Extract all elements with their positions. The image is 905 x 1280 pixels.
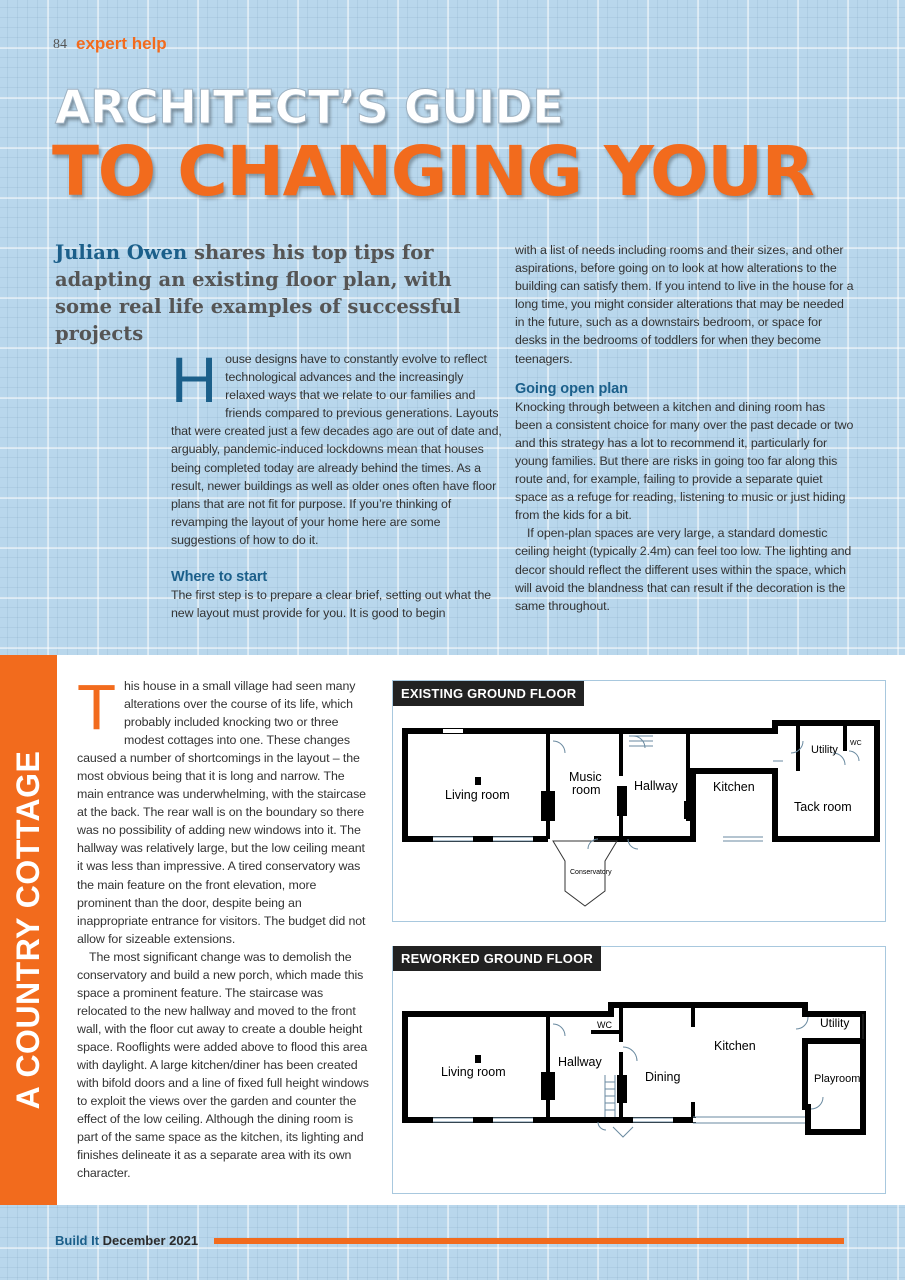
plan-label: EXISTING GROUND FLOOR [393, 681, 584, 706]
case-study-sidebar [0, 655, 57, 1205]
room-label: Utility [811, 744, 838, 756]
footer-rule [214, 1238, 844, 1244]
room-label: Dining [645, 1070, 681, 1084]
drop-cap: T [77, 671, 116, 743]
room-label: Living room [441, 1065, 506, 1079]
standfirst-text: shares his top tips for adapting an existing floor plan, with some real life examples of successful projects [55, 241, 461, 345]
room-label: Living room [445, 788, 510, 802]
headline-line-2: TO CHANGING YOUR [52, 132, 814, 212]
reworked-floor-plan [392, 946, 886, 1194]
room-label: Conservatory [570, 869, 612, 876]
paragraph: with a list of needs including rooms and their sizes, and other aspirations, before going on to look at how alterations to the building can satisfy them. If you intend to live in the house for a long time, you might consider alterations that may be needed in the future, such as a downstairs bedroom, or space for desks in the bedrooms of toddlers for when they become teenagers. [515, 243, 854, 366]
room-label: Tack room [794, 800, 852, 814]
subheading-where-to-start: Where to start [171, 569, 268, 586]
drop-cap: H [171, 344, 218, 416]
article-column-right [515, 241, 855, 615]
room-label: Kitchen [714, 1039, 756, 1053]
footer-credit [55, 1233, 198, 1248]
case-study-text [77, 671, 369, 1182]
existing-plan-drawing [393, 681, 887, 923]
paragraph: The first step is to prepare a clear brief, setting out what the new layout must provide for you. It is good to begin [171, 588, 492, 621]
intro-paragraph: ouse designs have to constantly evolve to reflect technological advances and the increasingly relaxed ways that we relate to our families and friends compared to previous generations. Layouts that were created just a few decades ago are out of date and, arguably, pandemic-induced lockdowns mean that houses being completed today are already behind the times. As a result, newer buildings as well as older ones often have floor plans that are not fit for purpose. If you’re thinking of revamping the layout of your home here are some suggestions of how to do it. [171, 352, 502, 547]
page-number: 84 [53, 37, 67, 52]
room-label: room [572, 783, 601, 797]
author-name: Julian Owen [55, 241, 188, 264]
issue-date: December 2021 [99, 1233, 199, 1248]
paragraph: If open-plan spaces are very large, a standard domestic ceiling height (typically 2.4m) can feel too low. The lighting and decor should reflect the different uses within the space, which will avoid the blandness that can result if the decoration is the same throughout. [515, 526, 852, 613]
room-label: WC [850, 740, 862, 747]
paragraph: The most significant change was to demolish the conservatory and build a new porch, which made this space a prominent feature. The staircase was relocated to the new hallway and moved to the front wall, with the floor cut away to create a double height space. Rooflights were added above to flood this area with daylight. A large kitchen/diner has been created with bifold doors and a line of fixed full height windows to exploit the views over the garden and counter the effect of the low ceiling. Although the dining room is part of the same space as the kitchen, its lighting and finishes delineate it as a separate area with its own character. [77, 949, 369, 1181]
room-label: WC [597, 1020, 612, 1030]
existing-floor-plan [392, 680, 886, 922]
magazine-name: Build It [55, 1233, 100, 1248]
paragraph: his house in a small village had seen many alterations over the course of its life, which probably included knocking two or three modest cottages into one. These changes caused a number of shortcomings in the layout – the most obvious being that it is long and narrow. The main entrance was underwhelming, with the staircase at the back. The rear wall is on the boundary so there was no possibility of adding new windows into it. The hallway was relatively large, but the low ceiling meant it was less than impressive. A tired conservatory was the main feature on the front elevation, more prominent than the door, despite being an inappropriate entrance for visitors. The budget did not allow for sizeable extensions. [77, 679, 366, 946]
room-label: Hallway [558, 1055, 602, 1069]
room-label: Hallway [634, 779, 678, 793]
room-label: Music [569, 770, 602, 784]
paragraph: Knocking through between a kitchen and dining room has been a consistent choice for many over the past decade or two and this strategy has a lot to recommend it, particularly for young families. But there are risks in going too far along this route and, for example, failing to provide a separate quiet space as a refuge for reading, listening to music or just hiding from the kids for a bit. [515, 399, 854, 523]
case-study-title: A COUNTRY COTTAGE [10, 750, 46, 1110]
room-label: Kitchen [713, 780, 755, 794]
section-label: expert help [76, 34, 167, 53]
reworked-plan-drawing [393, 947, 887, 1195]
room-label: Utility [820, 1016, 850, 1030]
article-column-left [171, 344, 504, 622]
standfirst [55, 239, 500, 347]
room-label: Playroom [814, 1073, 861, 1085]
subheading-going-open-plan: Going open plan [515, 380, 628, 397]
plan-label: REWORKED GROUND FLOOR [393, 946, 601, 971]
headline-line-1: ARCHITECT’S GUIDE [55, 80, 564, 134]
